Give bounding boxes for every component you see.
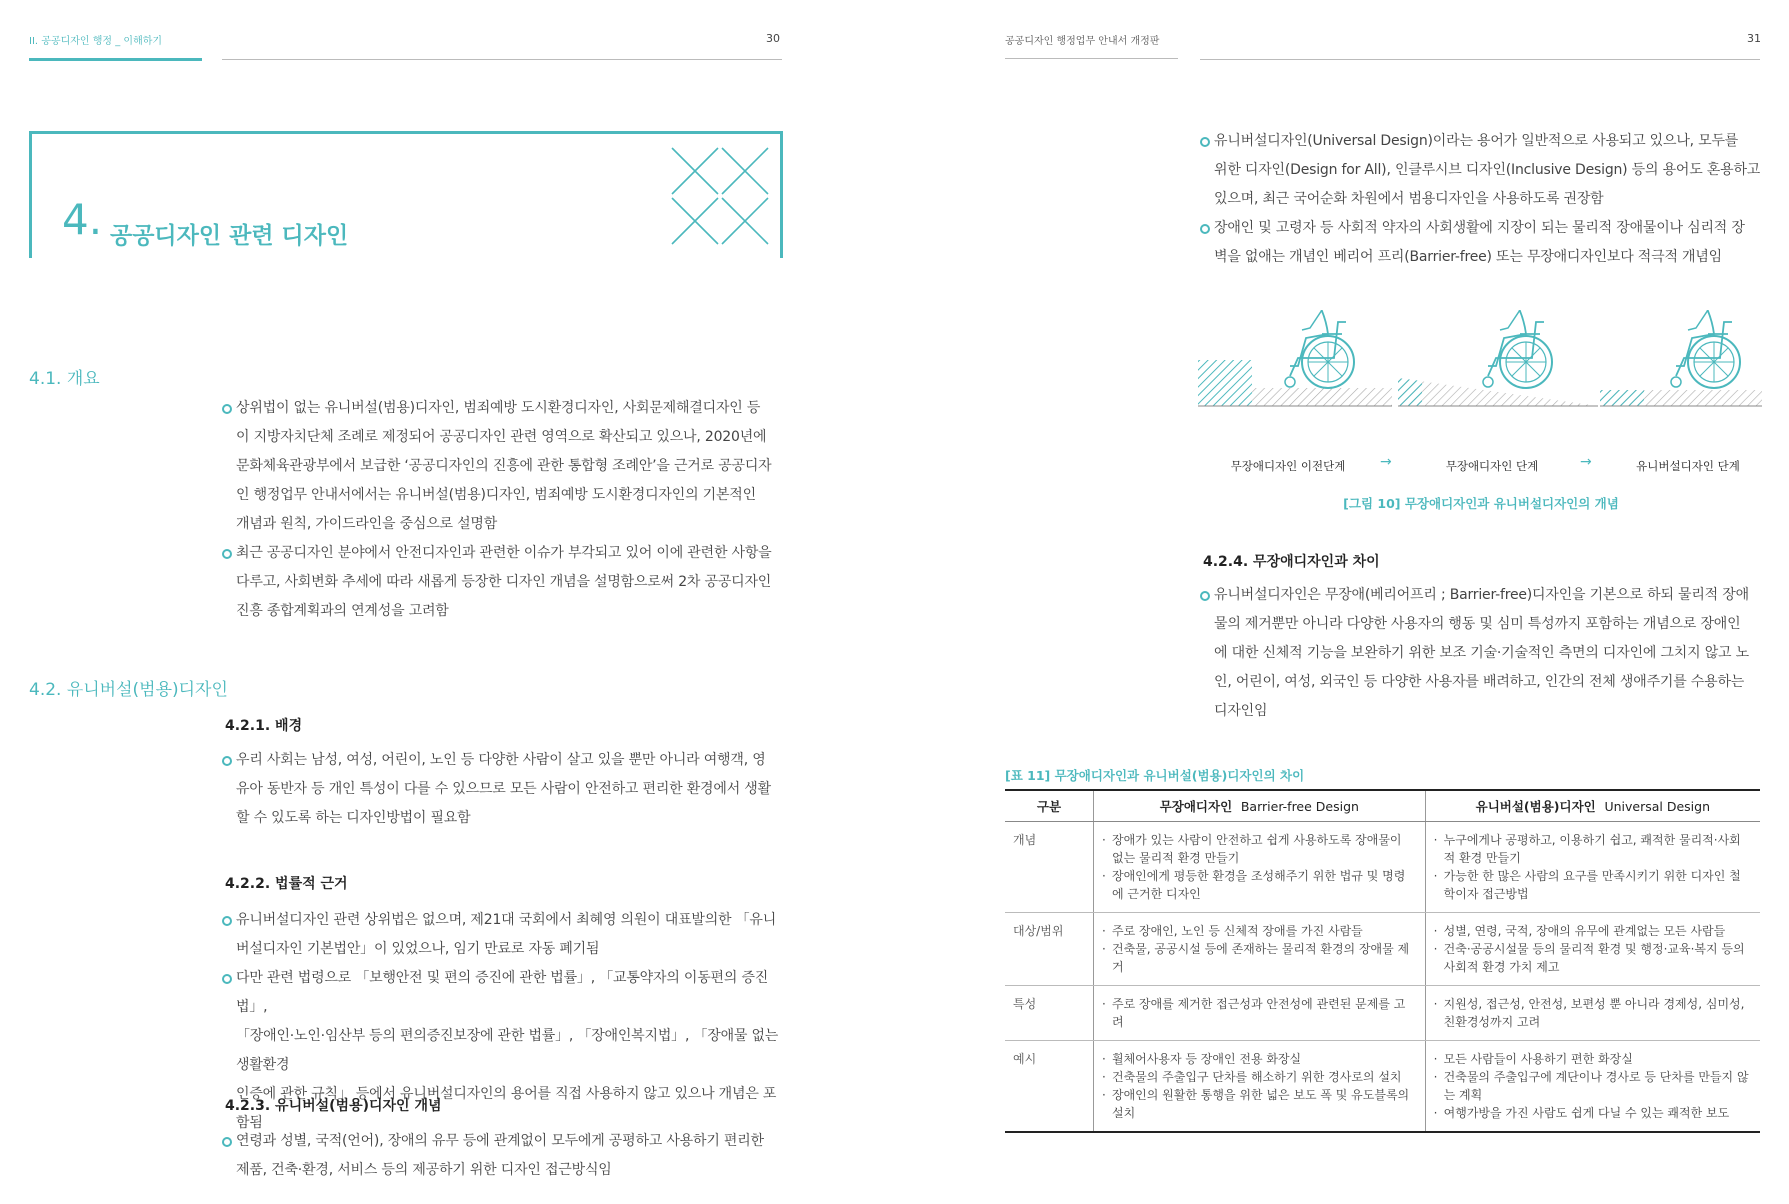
section-heading-4-2: 4.2. 유니버설(범용)디자인	[29, 680, 228, 700]
bullet-right-a	[1200, 127, 1762, 214]
cell-universal	[1425, 1041, 1760, 1133]
section-4-2-3-body	[222, 1127, 784, 1185]
table-caption: [표 11] 무장애디자인과 유니버설(범용)디자인의 차이	[1005, 768, 1305, 783]
text-line: 인 행정업무 안내서에서는 유니버설(범용)디자인, 범죄예방 도시환경디자인의 기본적인	[236, 487, 756, 503]
header-rule-right-b	[1200, 59, 1760, 60]
row-label: 개념	[1005, 822, 1094, 913]
table-row	[1005, 986, 1760, 1041]
chapter-number: 4.	[62, 195, 103, 244]
text-line: 위한 디자인(Design for All), 인클루시브 디자인(Inclusive Design) 등의 용어도 혼용하고	[1214, 162, 1761, 178]
figure-caption: [그림 10] 무장애디자인과 유니버설디자인의 개념	[1343, 496, 1619, 511]
bullet-4-2-3	[222, 1127, 784, 1185]
table-header-universal	[1425, 790, 1760, 822]
cell-universal	[1425, 986, 1760, 1041]
bullet-right-b	[1200, 214, 1762, 272]
text-line: 물의 제거뿐만 아니라 다양한 사용자의 행동 및 심미 특성까지 포함하는 개념으로 장애인	[1214, 616, 1741, 632]
figure-stage-2-label: 무장애디자인 단계	[1445, 459, 1539, 473]
table-header-barrier-free	[1094, 790, 1426, 822]
text-line: 최근 공공디자인 분야에서 안전디자인과 관련한 이슈가 부각되고 있어 이에 관련한 사항을	[236, 545, 772, 561]
wheelchair-stages-figure	[1198, 310, 1764, 450]
text-line: 인증에 관한 규칙」 등에서 유니버설디자인의 용어를 직접 사용하지 않고 있으나 개념은 포함됨	[236, 1086, 777, 1131]
subsection-heading-4-2-4: 4.2.4. 무장애디자인과 차이	[1203, 554, 1380, 570]
row-label: 대상/범위	[1005, 913, 1094, 986]
text-line: 할 수 있도록 하는 디자인방법이 필요함	[236, 810, 471, 826]
cell-barrier-free	[1094, 913, 1426, 986]
running-header-title: 공공디자인 행정업무 안내서 개정판	[1005, 36, 1160, 47]
table-row	[1005, 913, 1760, 986]
list-item: · 주로 장애인, 노인 등 신체적 장애를 가진 사람들	[1102, 922, 1417, 940]
arrow-right-icon: →	[1580, 454, 1592, 470]
row-label: 예시	[1005, 1041, 1094, 1133]
header-accent-bar	[29, 58, 202, 61]
list-item: · 건축물의 주출입구 단차를 해소하기 위한 경사로의 설치	[1102, 1068, 1417, 1086]
text-line: 연령과 성별, 국적(언어), 장애의 유무 등에 관계없이 모두에게 공평하고 사용하기 편리한	[236, 1133, 764, 1149]
text-line: 상위법이 없는 유니버설(범용)디자인, 범죄예방 도시환경디자인, 사회문제해결디자인 등	[236, 400, 761, 416]
list-item: · 장애가 있는 사람이 안전하고 쉽게 사용하도록 장애물이 없는 물리적 환경 만들기	[1102, 831, 1417, 867]
list-item: · 누구에게나 공평하고, 이용하기 쉽고, 쾌적한 물리적·사회적 환경 만들기	[1434, 831, 1752, 867]
subsection-heading-4-2-2: 4.2.2. 법률적 근거	[225, 876, 348, 892]
text-line: 인, 어린이, 여성, 외국인 등 다양한 사용자를 배려하고, 인간의 전체 생애주기를 수용하는	[1214, 674, 1745, 690]
text-line: 벽을 없애는 개념인 베리어 프리(Barrier-free) 또는 무장애디자인보다 적극적 개념임	[1214, 249, 1722, 265]
text-line: 제품, 건축·환경, 서비스 등의 제공하기 위한 디자인 접근방식임	[236, 1162, 612, 1178]
table-header-row	[1005, 790, 1760, 822]
list-item: · 모든 사람들이 사용하기 편한 화장실	[1434, 1050, 1752, 1068]
cell-barrier-free	[1094, 1041, 1426, 1133]
text-line: 장애인 및 고령자 등 사회적 약자의 사회생활에 지장이 되는 물리적 장애물이나 심리적 장	[1214, 220, 1745, 236]
bullet-4-2-4	[1200, 581, 1762, 726]
page-number-right: 31	[1747, 32, 1761, 45]
subsection-heading-4-2-3: 4.2.3. 유니버설(범용)디자인 개념	[225, 1098, 442, 1114]
row-label: 특성	[1005, 986, 1094, 1041]
header-ko: 유니버설(범용)디자인	[1475, 799, 1596, 814]
comparison-table-wrap	[1005, 789, 1760, 1133]
text-line: 유니버설디자인 관련 상위법은 없으며, 제21대 국회에서 최혜영 의원이 대표발의한 「유니	[236, 912, 777, 928]
text-line: 유니버설디자인(Universal Design)이라는 용어가 일반적으로 사용되고 있으나, 모두를	[1214, 133, 1739, 149]
text-line: 버설디자인 기본법안」이 있었으나, 임기 만료로 자동 폐기됨	[236, 941, 600, 957]
table-row	[1005, 822, 1760, 913]
figure-stage-1-label: 무장애디자인 이전단계	[1230, 459, 1346, 473]
section-4-1-body	[222, 394, 784, 626]
list-item: · 가능한 한 많은 사람의 요구를 만족시키기 위한 디자인 철학이자 접근방법	[1434, 867, 1752, 903]
comparison-table	[1005, 789, 1760, 1133]
list-item: · 건축물의 주출입구에 계단이나 경사로 등 단차를 만들지 않는 계획	[1434, 1068, 1752, 1104]
text-line: 에 대한 신체적 기능을 보완하기 위한 보조 기술·기술적인 측면의 디자인에 그치지 않고 노	[1214, 645, 1749, 661]
table-row	[1005, 1041, 1760, 1133]
bullet-4-1-a	[222, 394, 784, 539]
header-rule	[222, 59, 782, 60]
section-4-2-1-body	[222, 746, 784, 833]
list-item: · 여행가방을 가진 사람도 쉽게 다닐 수 있는 쾌적한 보도	[1434, 1104, 1752, 1122]
page-number-left: 30	[766, 32, 780, 45]
cell-universal	[1425, 822, 1760, 913]
cell-universal	[1425, 913, 1760, 986]
list-item: · 장애인에게 평등한 환경을 조성해주기 위한 법규 및 명령에 근거한 디자인	[1102, 867, 1417, 903]
text-line: 진흥 종합계획과의 연계성을 고려함	[236, 603, 449, 619]
table-header-category: 구분	[1005, 790, 1094, 822]
bullet-4-2-1	[222, 746, 784, 833]
list-item: · 지원성, 접근성, 안전성, 보편성 뿐 아니라 경제성, 심미성, 친환경성까지 고려	[1434, 995, 1752, 1031]
text-line: 유아 동반자 등 개인 특성이 다를 수 있으므로 모든 사람이 안전하고 편리한 환경에서 생활	[236, 781, 771, 797]
text-line: 개념과 원칙, 가이드라인을 중심으로 설명함	[236, 516, 498, 532]
text-line: 유니버설디자인은 무장애(베리어프리 ; Barrier-free)디자인을 기본으로 하되 물리적 장애	[1214, 587, 1749, 603]
header-en: Universal Design	[1604, 799, 1711, 814]
figure-stage-3-label: 유니버설디자인 단계	[1636, 459, 1740, 473]
arrow-right-icon: →	[1380, 454, 1392, 470]
text-line: 우리 사회는 남성, 여성, 어린이, 노인 등 다양한 사람이 살고 있을 뿐만 아니라 여행객, 영	[236, 752, 766, 768]
list-item: · 장애인의 원활한 통행을 위한 넓은 보도 폭 및 유도블록의 설치	[1102, 1086, 1417, 1122]
subsection-heading-4-2-1: 4.2.1. 배경	[225, 718, 303, 734]
header-ko: 무장애디자인	[1159, 799, 1233, 814]
text-line: 다루고, 사회변화 추세에 따라 새롭게 등장한 디자인 개념을 설명함으로써 2차 공공디자인	[236, 574, 772, 590]
cell-barrier-free	[1094, 822, 1426, 913]
text-line: 이 지방자치단체 조례로 제정되어 공공디자인 관련 영역으로 확산되고 있으나, 2020년에	[236, 429, 767, 445]
decorative-cross-pattern-icon	[670, 146, 770, 246]
list-item: · 주로 장애를 제거한 접근성과 안전성에 관련된 문제를 고려	[1102, 995, 1417, 1031]
header-rule-right-a	[1005, 58, 1178, 59]
bullet-4-1-b	[222, 539, 784, 626]
text-line: 「장애인·노인·임산부 등의 편의증진보장에 관한 법률」, 「장애인복지법」, 「장애물 없는 생활환경	[236, 1028, 779, 1073]
cell-barrier-free	[1094, 986, 1426, 1041]
list-item: · 성별, 연령, 국적, 장애의 유무에 관계없는 모든 사람들	[1434, 922, 1752, 940]
section-heading-4-1: 4.1. 개요	[29, 369, 100, 389]
text-line: 디자인임	[1214, 703, 1268, 719]
right-intro-body	[1200, 127, 1762, 272]
text-line: 있으며, 최근 국어순화 차원에서 범용디자인을 사용하도록 권장함	[1214, 191, 1604, 207]
list-item: · 건축물, 공공시설 등에 존재하는 물리적 환경의 장애물 제거	[1102, 940, 1417, 976]
running-header-section: II. 공공디자인 행정 _ 이해하기	[29, 36, 163, 47]
list-item: · 휠체어사용자 등 장애인 전용 화장실	[1102, 1050, 1417, 1068]
bullet-4-2-2-a	[222, 906, 784, 964]
section-4-2-4-body	[1200, 581, 1762, 726]
list-item: · 건축·공공시설물 등의 물리적 환경 및 행정·교육·복지 등의 사회적 환경 가치 제고	[1434, 940, 1752, 976]
text-line: 다만 관련 법령으로 「보행안전 및 편의 증진에 관한 법률」, 「교통약자의 이동편의 증진법」,	[236, 970, 769, 1015]
header-en: Barrier-free Design	[1240, 799, 1359, 814]
text-line: 문화체육관광부에서 보급한 ‘공공디자인의 진흥에 관한 통합형 조례안’을 근거로 공공디자	[236, 458, 772, 474]
chapter-title: 공공디자인 관련 디자인	[110, 223, 349, 249]
